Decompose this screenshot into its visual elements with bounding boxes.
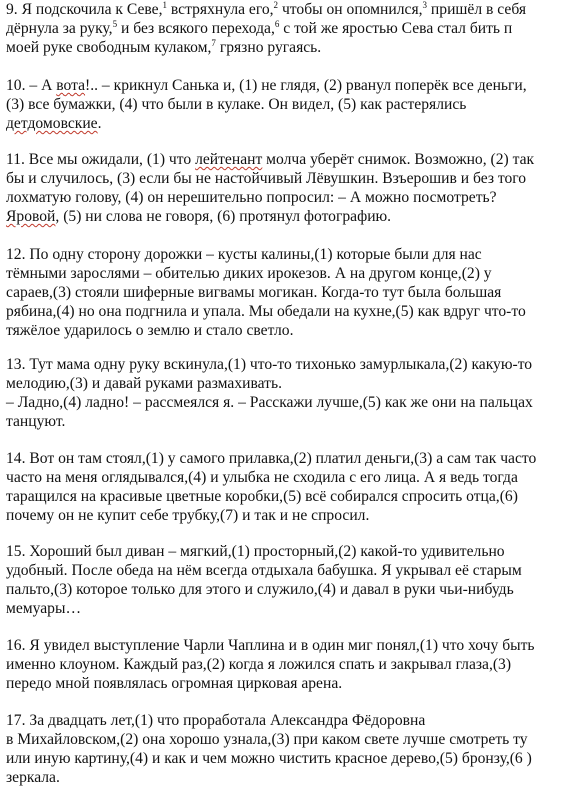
paragraph-15-line-2: удобный. После обеда на нём всегда отдыхала бабушка. Я укрывал её старым (6, 562, 522, 579)
paragraph-11-line-3: лохматую голову, (4) он нерешительно попросил: – А можно посмотреть? (6, 189, 497, 206)
paragraph-16-line-1: 16. Я увидел выступление Чарли Чаплина и в один миг понял,(1) что хочу быть (6, 637, 535, 654)
paragraph-10-line-1: 10. – А вота!.. – крикнул Санька и, (1) не глядя, (2) рванул поперёк все деньги, (6, 77, 527, 94)
paragraph-11-line-2: бы и случилось, (3) если бы не настойчивый Лёвушкин. Взъерошив и без того (6, 170, 527, 187)
paragraph-17-line-4: зеркала. (6, 769, 60, 786)
paragraph-17-line-1: 17. За двадцать лет,(1) что проработала Александра Фёдоровна (6, 712, 426, 729)
paragraph-12-line-2: тёмными зарослями – обителью диких ирокезов. А на другом конце,(2) у (6, 265, 492, 282)
paragraph-13-line-4: танцуют. (6, 413, 66, 430)
paragraph-12-line-4: рябина,(4) но она подгнила и упала. Мы обедали на кухне,(5) как вдруг что-то (6, 303, 526, 320)
paragraph-14-line-4: почему он не купит себе трубку,(7) и так и не спросил. (6, 507, 370, 524)
paragraph-15-line-1: 15. Хороший был диван – мягкий,(1) просторный,(2) какой-то удивительно (6, 543, 505, 560)
spellcheck-word: детдомовские (6, 115, 98, 132)
paragraph-17-line-3: или иную картину,(4) и как и чем можно чистить красное дерево,(5) бронзу,(6 ) (6, 750, 532, 767)
paragraph-12-line-5: тяжёлое ударилось о землю и стало светло. (6, 322, 294, 339)
paragraph-9-line-3: моей руке свободным кулаком,$^7$ грязно ругаясь. (6, 38, 322, 56)
paragraph-14-line-2: часто на меня оглядывался,(4) и улыбка не сходила с его лица. А я ведь тогда (6, 469, 518, 486)
paragraph-11-line-4: Яровой, (5) ни слова не говоря, (6) протянул фотографию. (6, 208, 392, 225)
spellcheck-word: Яровой (6, 208, 56, 225)
paragraph-15-line-3: пальто,(3) которое только для этого и служило,(4) и давал в руки чьи-нибудь (6, 581, 514, 598)
paragraph-13-line-1: 13. Тут мама одну руку вскинула,(1) что-то тихонько замурлыкала,(2) какую-то (6, 356, 533, 373)
paragraph-16-line-3: передо мной появлялась огромная цирковая арена. (6, 675, 343, 692)
paragraph-15-line-4: мемуары… (6, 600, 82, 617)
paragraph-14-line-1: 14. Вот он там стоял,(1) у самого прилавка,(2) платил деньги,(3) а сам так часто (6, 450, 537, 467)
paragraph-12-line-1: 12. По одну сторону дорожки – кусты калины,(1) которые были для нас (6, 246, 482, 263)
paragraph-13-line-2: мелодию,(3) и давай руками размахивать. (6, 375, 282, 392)
paragraph-11-line-1: 11. Все мы ожидали, (1) что лейтенант молча уберёт снимок. Возможно, (2) так (6, 151, 535, 168)
paragraph-9-line-2: дёрнула за руку,$^5$ и без всякого перехода,$^6$ с той же яростью Сева стал бить п (6, 19, 513, 37)
paragraph-13-line-3: – Ладно,(4) ладно! – рассмеялся я. – Расскажи лучше,(5) как же они на пальцах (6, 394, 533, 411)
paragraph-10-line-2: (3) все бумажки, (4) что были в кулаке. Он видел, (5) как растерялись (6, 96, 467, 113)
paragraph-16-line-2: именно клоуном. Каждый раз,(2) когда я ложился спать и закрывал глаза,(3) (6, 656, 512, 673)
spellcheck-word: лейтенант (195, 151, 263, 168)
paragraph-10-line-3: детдомовские. (6, 115, 102, 132)
paragraph-17-line-2: в Михайловском,(2) она хорошо узнала,(3) при каком свете лучше смотреть ту (6, 731, 528, 748)
spellcheck-word: вота (56, 77, 86, 94)
paragraph-14-line-3: таращился на красивые цветные коробки,(5) всё собирался спросить отца,(6) (6, 488, 518, 505)
paragraph-12-line-3: сараев,(3) стояли шиферные вигвамы могикан. Когда-то тут была большая (6, 284, 502, 301)
paragraph-9-line-1: 9. Я подскочила к Севе,$^1$ встряхнула его,$^2$ чтобы он опомнился,$^3$ пришёл в себя (6, 0, 527, 18)
